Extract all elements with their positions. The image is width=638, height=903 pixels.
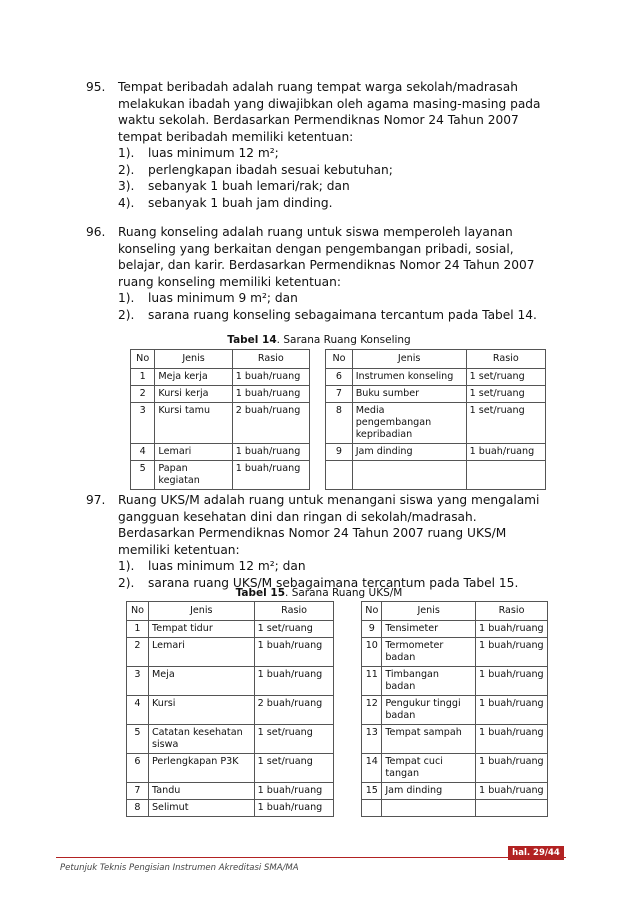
table-cell: 8 — [326, 403, 352, 444]
table-cell: 11 — [362, 667, 382, 696]
table-cell: 1 set/ruang — [254, 621, 334, 638]
table-header-row — [131, 350, 546, 369]
table-cell: 1 set/ruang — [466, 403, 545, 444]
list-item: 1). luas minimum 9 m²; dan — [118, 291, 298, 305]
table-cell: Lemari — [155, 444, 232, 461]
table-cell: Buku sumber — [352, 386, 466, 403]
table-gap-cell — [310, 369, 326, 386]
table-14-caption: Tabel 14. Sarana Ruang Konseling — [227, 334, 411, 346]
paragraph-96 — [86, 224, 556, 323]
table-gap-cell — [310, 386, 326, 403]
table-cell: 3 — [131, 403, 155, 444]
table-row — [131, 403, 546, 444]
table-cell: 1 buah/ruang — [232, 461, 309, 490]
page-number-badge: hal. 29/44 — [508, 846, 564, 860]
table-cell — [382, 800, 476, 817]
table-cell: 1 set/ruang — [254, 754, 334, 783]
list-item: 2). sarana ruang UKS/M sebagaimana tercantum pada Tabel 15. — [118, 575, 519, 590]
table-cell: Papan kegiatan — [155, 461, 232, 490]
table-row — [127, 696, 548, 725]
list-item: 4). sebanyak 1 buah jam dinding. — [118, 195, 333, 210]
table-cell: 1 set/ruang — [466, 386, 545, 403]
footer-rule — [56, 857, 566, 858]
list-item: 1). luas minimum 12 m²; dan — [118, 559, 306, 573]
table-header-cell: Jenis — [352, 350, 466, 369]
paragraph-95 — [86, 79, 556, 211]
table-cell: Tempat tidur — [148, 621, 254, 638]
paragraph-text: Tempat beribadah adalah ruang tempat warga sekolah/madrasah melakukan ibadah yang diwajibkan oleh agama masing-masing pada waktu sekolah. Berdasarkan Permendiknas Nomor 24 Tahun 2007 tempat beribadah memiliki ketentuan: — [118, 80, 541, 144]
table-cell: 1 buah/ruang — [232, 369, 309, 386]
paragraph-text: Ruang UKS/M adalah ruang untuk menangani siswa yang mengalami gangguan kesehatan dini dan ringan di sekolah/madrasah. Berdasarkan Permendiknas Nomor 24 Tahun 2007 ruang UKS/M memiliki ketentuan: — [118, 493, 540, 557]
table-cell: 1 buah/ruang — [254, 783, 334, 800]
table-cell: Tandu — [148, 783, 254, 800]
table-cell: Kursi kerja — [155, 386, 232, 403]
table-row — [127, 800, 548, 817]
table-header-cell: Jenis — [148, 602, 254, 621]
table-cell: 7 — [127, 783, 149, 800]
table-header-cell: Jenis — [155, 350, 232, 369]
table-cell: Tempat cuci tangan — [382, 754, 476, 783]
table-cell: 6 — [127, 754, 149, 783]
table-cell: 2 buah/ruang — [254, 696, 334, 725]
table-15-caption: Tabel 15. Sarana Ruang UKS/M — [235, 587, 403, 599]
table-cell: 9 — [326, 444, 352, 461]
table-cell: 1 buah/ruang — [466, 444, 545, 461]
table-row — [127, 621, 548, 638]
table-header-cell: Jenis — [382, 602, 476, 621]
table-cell: 5 — [127, 725, 149, 754]
table-cell: Meja kerja — [155, 369, 232, 386]
paragraph-number: 97. — [86, 493, 106, 507]
table-cell: Meja — [148, 667, 254, 696]
table-cell: 13 — [362, 725, 382, 754]
table-cell: 1 — [127, 621, 149, 638]
table-cell: Instrumen konseling — [352, 369, 466, 386]
table-cell: Kursi tamu — [155, 403, 232, 444]
table-gap-cell — [334, 783, 362, 800]
list-item: 3). sebanyak 1 buah lemari/rak; dan — [118, 179, 350, 193]
table-15 — [126, 601, 548, 817]
table-header-cell: Rasio — [466, 350, 545, 369]
table-cell: 14 — [362, 754, 382, 783]
table-cell: 4 — [127, 696, 149, 725]
table-row — [127, 667, 548, 696]
table-cell: 2 — [127, 638, 149, 667]
table-cell: 1 buah/ruang — [476, 754, 548, 783]
table-gap-cell — [310, 403, 326, 444]
table-gap-cell — [334, 754, 362, 783]
table-cell: Media pengembangan kepribadian — [352, 403, 466, 444]
table-header-cell: No — [127, 602, 149, 621]
table-gap-cell — [310, 350, 326, 369]
table-cell: 2 buah/ruang — [232, 403, 309, 444]
paragraph-number: 96. — [86, 225, 106, 239]
table-cell: 1 buah/ruang — [232, 444, 309, 461]
table-cell: 9 — [362, 621, 382, 638]
table-cell: 1 — [131, 369, 155, 386]
table-header-cell: No — [362, 602, 382, 621]
table-cell: Timbangan badan — [382, 667, 476, 696]
table-cell: Perlengkapan P3K — [148, 754, 254, 783]
table-header-cell: Rasio — [254, 602, 334, 621]
table-body — [131, 350, 546, 490]
table-header-cell: No — [131, 350, 155, 369]
table-gap-cell — [334, 602, 362, 621]
table-gap-cell — [310, 461, 326, 490]
paragraph-number: 95. — [86, 80, 106, 94]
table-cell: 4 — [131, 444, 155, 461]
list-item: 2). sarana ruang konseling sebagaimana tercantum pada Tabel 14. — [118, 307, 537, 322]
table-row — [127, 754, 548, 783]
table-gap-cell — [310, 444, 326, 461]
table-row — [127, 725, 548, 754]
table-cell: 1 buah/ruang — [476, 725, 548, 754]
table-cell — [362, 800, 382, 817]
table-cell: 1 buah/ruang — [254, 800, 334, 817]
table-gap-cell — [334, 696, 362, 725]
table-cell: Termometer badan — [382, 638, 476, 667]
table-cell: 1 buah/ruang — [254, 638, 334, 667]
table-cell: 1 buah/ruang — [476, 783, 548, 800]
table-cell: Pengukur tinggi badan — [382, 696, 476, 725]
table-cell: 1 buah/ruang — [476, 638, 548, 667]
table-row — [127, 638, 548, 667]
table-cell — [326, 461, 352, 490]
table-cell — [352, 461, 466, 490]
table-cell: Catatan kesehatan siswa — [148, 725, 254, 754]
table-cell — [476, 800, 548, 817]
table-row — [131, 386, 546, 403]
table-cell: Selimut — [148, 800, 254, 817]
list-item: 2). perlengkapan ibadah sesuai kebutuhan; — [118, 162, 393, 177]
table-cell: 5 — [131, 461, 155, 490]
table-cell: 6 — [326, 369, 352, 386]
paragraph-text: Ruang konseling adalah ruang untuk siswa memperoleh layanan konseling yang berkaitan dengan pengembangan pribadi, sosial, belajar, dan karir. Berdasarkan Permendiknas Nomor 24 Tahun 2007 ruang konseling memiliki ketentuan: — [118, 225, 535, 289]
table-cell: Kursi — [148, 696, 254, 725]
table-gap-cell — [334, 667, 362, 696]
paragraph-97 — [86, 492, 556, 591]
list-item: 1). luas minimum 12 m²; — [118, 146, 279, 160]
table-cell: Tempat sampah — [382, 725, 476, 754]
table-header-cell: No — [326, 350, 352, 369]
table-gap-cell — [334, 800, 362, 817]
table-cell: Jam dinding — [352, 444, 466, 461]
table-cell: 1 buah/ruang — [232, 386, 309, 403]
table-cell: 1 buah/ruang — [476, 667, 548, 696]
table-gap-cell — [334, 621, 362, 638]
table-cell: 3 — [127, 667, 149, 696]
table-cell: 1 set/ruang — [254, 725, 334, 754]
table-row — [131, 444, 546, 461]
table-row — [127, 783, 548, 800]
requirement-list — [118, 145, 556, 211]
table-header-cell: Rasio — [232, 350, 309, 369]
table-cell: 2 — [131, 386, 155, 403]
table-gap-cell — [334, 725, 362, 754]
table-cell: Jam dinding — [382, 783, 476, 800]
table-cell: 12 — [362, 696, 382, 725]
table-cell: 15 — [362, 783, 382, 800]
table-row — [131, 369, 546, 386]
table-header-cell: Rasio — [476, 602, 548, 621]
table-cell: 1 buah/ruang — [476, 621, 548, 638]
table-cell: 1 buah/ruang — [254, 667, 334, 696]
table-row — [131, 461, 546, 490]
footer-title: Petunjuk Teknis Pengisian Instrumen Akreditasi SMA/MA — [60, 863, 299, 873]
table-cell: Lemari — [148, 638, 254, 667]
table-cell: Tensimeter — [382, 621, 476, 638]
table-cell — [466, 461, 545, 490]
table-cell: 8 — [127, 800, 149, 817]
table-header-row — [127, 602, 548, 621]
requirement-list — [118, 290, 556, 323]
table-cell: 7 — [326, 386, 352, 403]
table-cell: 1 buah/ruang — [476, 696, 548, 725]
table-cell: 1 set/ruang — [466, 369, 545, 386]
table-14 — [130, 349, 546, 490]
table-gap-cell — [334, 638, 362, 667]
table-cell: 10 — [362, 638, 382, 667]
table-body — [127, 602, 548, 817]
